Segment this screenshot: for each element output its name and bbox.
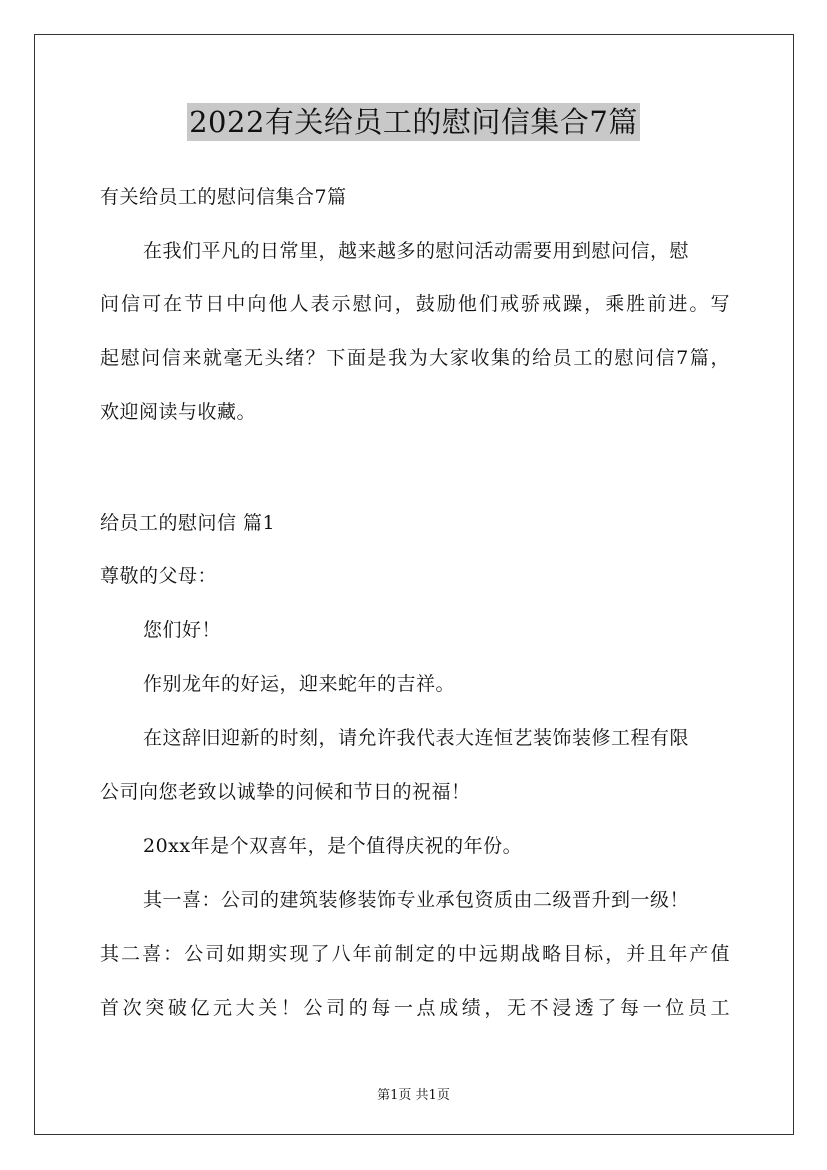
- paragraph-line: 在我们平凡的日常里，越来越多的慰问活动需要用到慰问信，慰: [143, 240, 690, 262]
- document-title-wrap: [0, 100, 827, 141]
- paragraph-line: 公司向您老致以诚挚的问候和节日的祝福！: [100, 781, 471, 803]
- paragraph-line: 起慰问信来就毫无头绪？下面是我为大家收集的给员工的慰问信7篇，: [100, 347, 730, 369]
- document-title: 2022有关给员工的慰问信集合7篇: [189, 105, 638, 139]
- page-footer: 第1页 共1页: [377, 1088, 450, 1103]
- paragraph-line: 作别龙年的好运，迎来蛇年的吉祥。: [143, 673, 456, 695]
- subtitle-line: 有关给员工的慰问信集合7篇: [100, 186, 347, 208]
- salutation: 尊敬的父母：: [100, 565, 218, 587]
- paragraph-line: 在这辞旧迎新的时刻，请允许我代表大连恒艺装饰装修工程有限: [143, 727, 690, 749]
- paragraph-line: 其一喜：公司的建筑装修装饰专业承包资质由二级晋升到一级！: [143, 889, 690, 911]
- paragraph-line: 20xx年是个双喜年，是个值得庆祝的年份。: [143, 835, 523, 857]
- paragraph-line: 问信可在节日中向他人表示慰问，鼓励他们戒骄戒躁，乘胜前进。写: [100, 293, 730, 315]
- paragraph-line: 首次突破亿元大关！公司的每一点成绩，无不浸透了每一位员工: [100, 997, 730, 1019]
- greeting: 您们好！: [143, 619, 222, 641]
- paragraph-line: 其二喜：公司如期实现了八年前制定的中远期战略目标，并且年产值: [100, 943, 730, 965]
- paragraph-line: 欢迎阅读与收藏。: [100, 401, 257, 423]
- section-heading: 给员工的慰问信 篇1: [100, 512, 276, 534]
